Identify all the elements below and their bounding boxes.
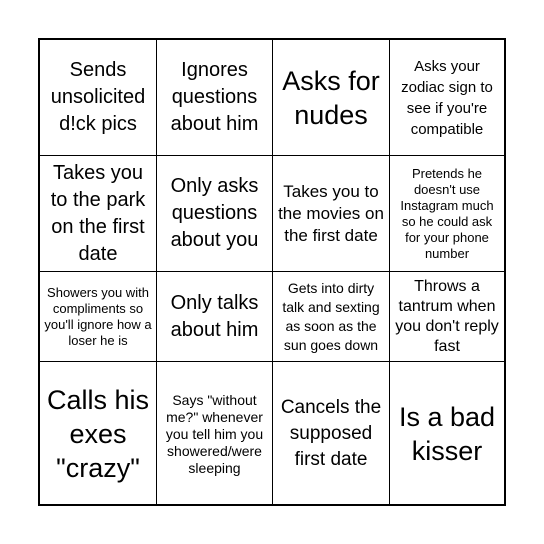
- bingo-cell[interactable]: [40, 156, 157, 272]
- cell-text: Gets into dirty talk and sexting as soon as the sun goes down: [282, 279, 380, 353]
- cell-text: Takes you to the park on the first date: [50, 161, 146, 265]
- cell-text: Showers you with compliments so you'll ignore how a loser he is: [44, 284, 152, 348]
- bingo-cell[interactable]: [273, 362, 390, 506]
- bingo-cell[interactable]: [273, 272, 390, 362]
- bingo-cell[interactable]: [273, 40, 390, 156]
- cell-text: Says "without me?" whenever you tell him you showered/were sleeping: [165, 391, 264, 476]
- cell-text: Only talks about him: [170, 291, 259, 341]
- cell-text: Only asks questions about you: [170, 175, 259, 251]
- cell-text: Asks for nudes: [282, 65, 380, 130]
- bingo-cell[interactable]: [390, 40, 504, 156]
- bingo-cell[interactable]: [40, 272, 157, 362]
- bingo-cell[interactable]: [157, 156, 273, 272]
- bingo-cell[interactable]: [157, 272, 273, 362]
- bingo-cell[interactable]: [157, 40, 273, 156]
- cell-text: Throws a tantrum when you don't reply fast: [395, 277, 499, 355]
- bingo-cell[interactable]: [157, 362, 273, 506]
- bingo-cell[interactable]: [40, 40, 157, 156]
- bingo-cell[interactable]: [40, 362, 157, 506]
- cell-text: Asks your zodiac sign to see if you're compatible: [401, 57, 493, 138]
- cell-text: Sends unsolicited d!ck pics: [50, 59, 146, 135]
- bingo-cell[interactable]: [390, 156, 504, 272]
- cell-text: Calls his exes "crazy": [46, 385, 150, 483]
- cell-text: Takes you to the movies on the first date: [278, 181, 384, 245]
- bingo-cell[interactable]: [390, 362, 504, 506]
- cell-text: Is a bad kisser: [398, 402, 496, 466]
- bingo-cell[interactable]: [273, 156, 390, 272]
- bingo-board: [38, 38, 506, 506]
- cell-text: Ignores questions about him: [170, 59, 259, 135]
- cell-text: Pretends he doesn't use Instagram much so he could ask for your phone number: [400, 165, 494, 261]
- bingo-cell[interactable]: [390, 272, 504, 362]
- cell-text: Cancels the supposed first date: [280, 397, 382, 470]
